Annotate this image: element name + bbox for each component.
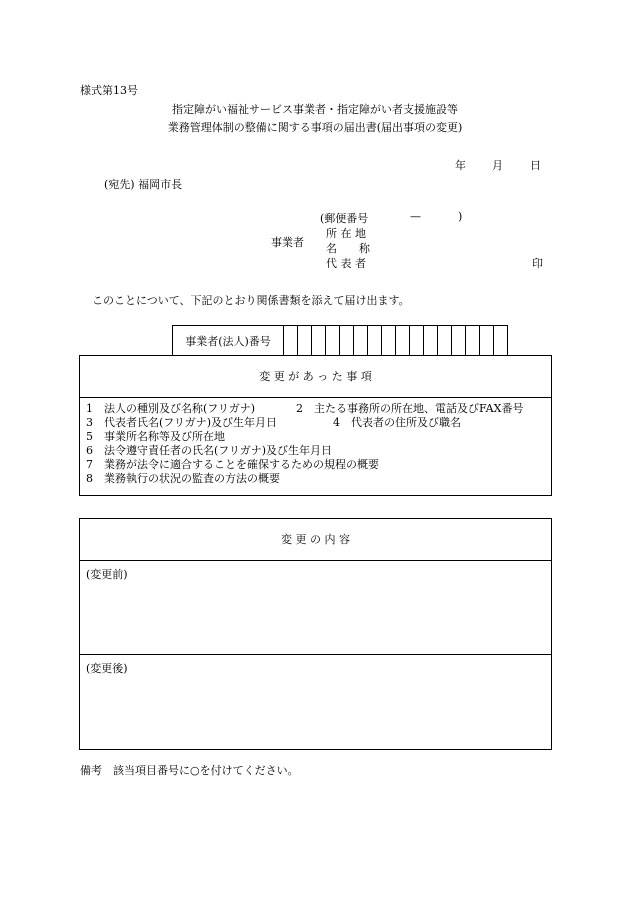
title-line-1: 指定障がい福祉サービス事業者・指定障がい者支援施設等 — [172, 103, 458, 116]
id-digit-box[interactable] — [424, 326, 438, 356]
item-6[interactable]: 6 法令遵守責任者の氏名(フリガナ)及び生年月日 — [86, 444, 333, 457]
id-digit-box[interactable] — [340, 326, 354, 356]
item-1[interactable]: 1 法人の種別及び名称(フリガナ) — [86, 402, 256, 415]
before-change-field[interactable] — [80, 561, 551, 655]
id-digit-box[interactable] — [480, 326, 494, 356]
id-digit-box[interactable] — [382, 326, 396, 356]
item-7[interactable]: 7 業務が法令に適合することを確保するための規程の概要 — [86, 458, 379, 471]
id-digit-box[interactable] — [312, 326, 326, 356]
address-label: 所 在 地 — [326, 227, 366, 240]
item-2[interactable]: 2 主たる事務所の所在地、電話及びFAX番号 — [296, 402, 524, 415]
date-year: 年 — [455, 159, 466, 172]
id-digit-box[interactable] — [298, 326, 312, 356]
id-digit-box[interactable] — [494, 326, 508, 356]
change-content-header: 変 更 の 内 容 — [80, 519, 551, 561]
form-number: 様式第13号 — [80, 84, 138, 97]
id-digit-box[interactable] — [438, 326, 452, 356]
item-row-1-2 — [86, 402, 551, 416]
representative-label: 代 表 者 — [326, 257, 366, 270]
change-content-section — [79, 518, 552, 750]
id-digit-box[interactable] — [354, 326, 368, 356]
id-digit-box[interactable] — [410, 326, 424, 356]
applicant-label: 事業者 — [271, 236, 304, 249]
changed-items-header: 変 更 が あ っ た 事 項 — [80, 356, 551, 398]
postal-code-dash: — — [410, 210, 421, 223]
id-digit-box[interactable] — [466, 326, 480, 356]
seal-mark: 印 — [532, 257, 543, 270]
after-change-label: (変更後) — [86, 662, 128, 675]
id-digit-box[interactable] — [326, 326, 340, 356]
item-row-3-4 — [86, 416, 551, 430]
business-id-label: 事業者(法人)番号 — [173, 326, 284, 356]
changed-items-list — [80, 398, 551, 486]
id-digit-box[interactable] — [452, 326, 466, 356]
item-3[interactable]: 3 代表者氏名(フリガナ)及び生年月日 — [86, 416, 278, 429]
business-id-table — [172, 325, 508, 356]
postal-code-label: (郵便番号 — [320, 212, 369, 225]
before-change-label: (変更前) — [86, 568, 128, 581]
remarks-note: 備考 該当項目番号に○を付けてください。 — [80, 764, 299, 777]
id-digit-box[interactable] — [396, 326, 410, 356]
intro-text: このことについて、下記のとおり関係書類を添えて届け出ます。 — [92, 294, 410, 307]
id-digit-box[interactable] — [368, 326, 382, 356]
postal-code-close: ) — [458, 210, 463, 223]
title-line-2: 業務管理体制の整備に関する事項の届出書(届出事項の変更) — [167, 121, 463, 134]
changed-items-section — [79, 355, 552, 496]
addressee: (宛先) 福岡市長 — [104, 178, 183, 191]
item-4[interactable]: 4 代表者の住所及び職名 — [333, 416, 461, 429]
date-day: 日 — [530, 159, 541, 172]
company-name-label: 名 称 — [326, 242, 370, 255]
id-digit-box[interactable] — [284, 326, 298, 356]
item-8[interactable]: 8 業務執行の状況の監査の方法の概要 — [86, 472, 280, 485]
item-5[interactable]: 5 事業所名称等及び所在地 — [86, 430, 225, 443]
after-change-field[interactable] — [80, 655, 551, 676]
date-month: 月 — [492, 159, 503, 172]
